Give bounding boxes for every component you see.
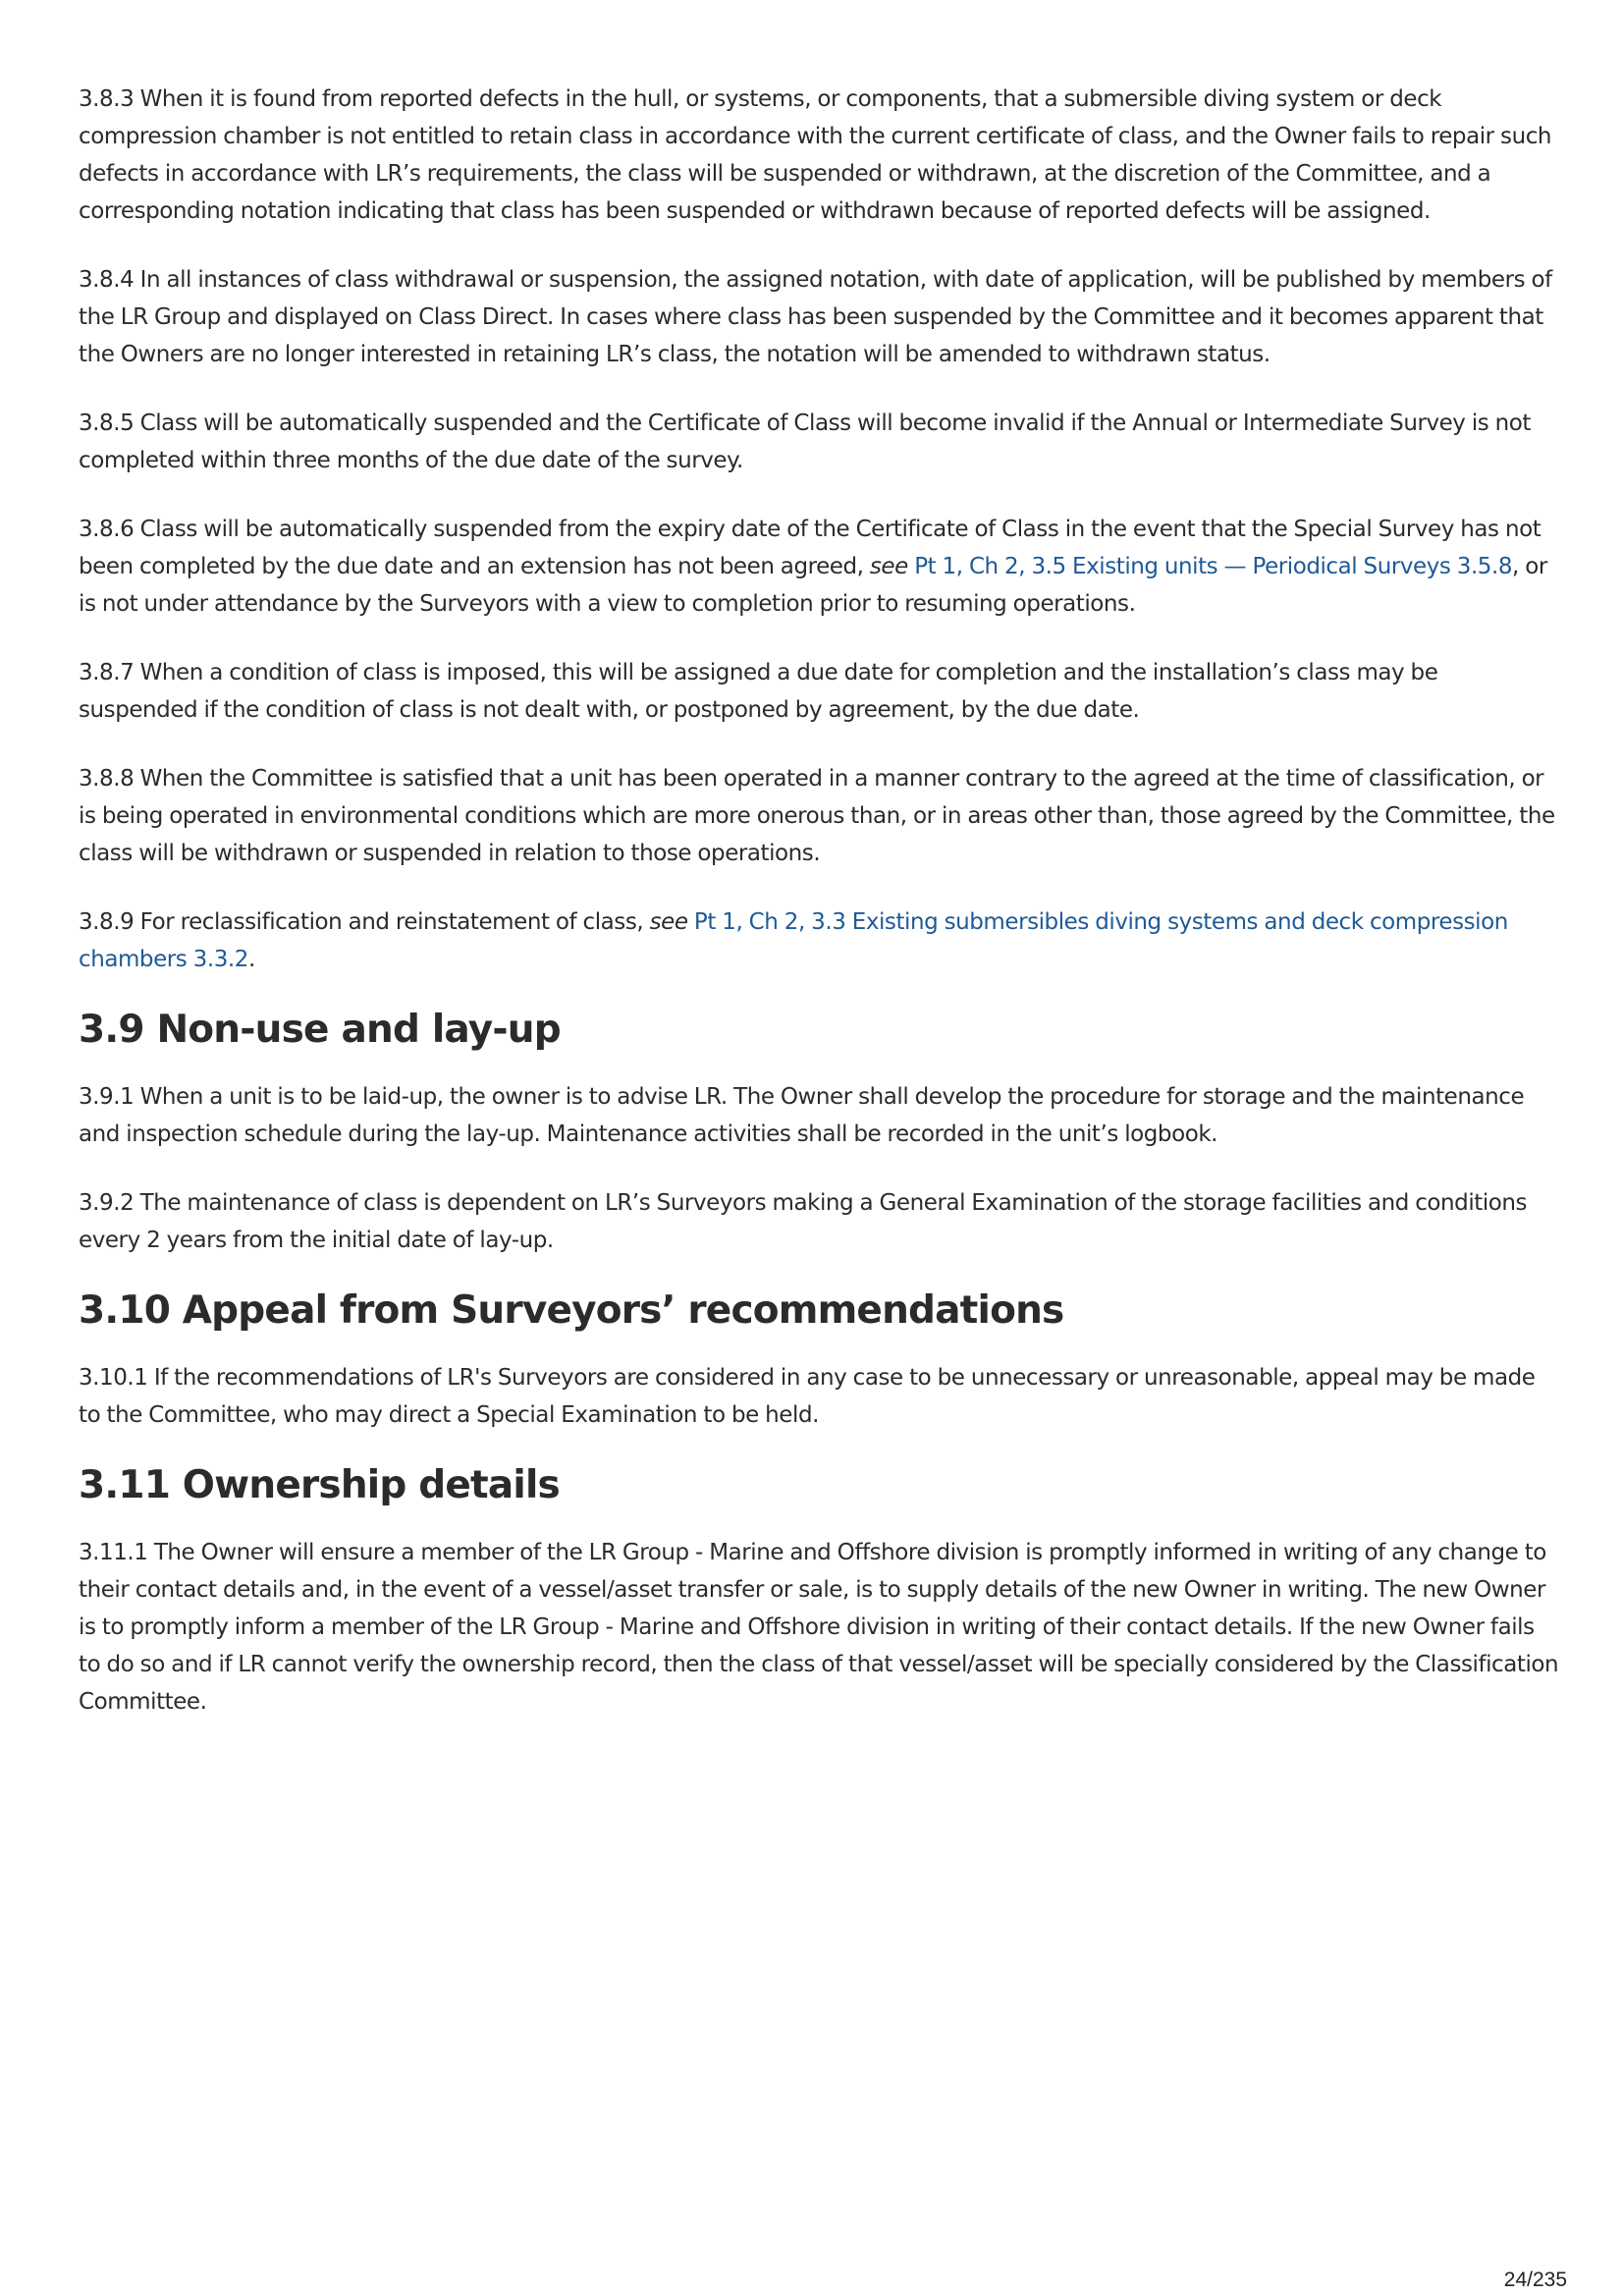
paragraph-3-8-5: 3.8.5 Class will be automatically suspended and the Certificate of Class will become invalid if the Annual or Intermediate Survey is not completed within three months of the due date of the survey. (79, 410, 1531, 473)
paragraph-3-10-1: 3.10.1 If the recommendations of LR's Surveyors are considered in any case to be unnecessary or unreasonable, appeal may be made to the Committee, who may direct a Special Examination to be held. (79, 1365, 1536, 1428)
paragraph-3-8-9 (79, 903, 1561, 978)
paragraph-3-8-7: 3.8.7 When a condition of class is imposed, this will be assigned a due date for completion and the installation’s class may be suspended if the condition of class is not dealt with, or postponed by agreement, by the due date. (79, 660, 1438, 723)
paragraph-3-8-6-text: 3.8.6 Class will be automatically suspended from the expiry date of the Certificate of Class in the event that the Special Survey has not been completed by the due date and an extension has not been agreed, (79, 517, 1541, 579)
paragraph-3-8-3: 3.8.3 When it is found from reported defects in the hull, or systems, or components, that a submersible diving system or deck compression chamber is not entitled to retain class in accordance with the current certificate of class, and the Owner fails to repair such defects in accordance with LR’s requirements, the class will be suspended or withdrawn, at the discretion of the Committee, and a corresponding notation indicating that class has been suspended or withdrawn because of reported defects will be assigned. (79, 86, 1552, 224)
section-heading-3-9: 3.9 Non-use and lay-up (79, 1008, 561, 1052)
paragraph-3-8-4: 3.8.4 In all instances of class withdrawal or suspension, the assigned notation, with date of application, will be published by members of the LR Group and displayed on Class Direct. In cases where class has been suspended by the Committee and it becomes apparent that the Owners are no longer interested in retaining LR’s class, the notation will be amended to withdrawn status. (79, 267, 1552, 367)
paragraph-3-9-1: 3.9.1 When a unit is to be laid-up, the owner is to advise LR. The Owner shall develop the procedure for storage and the maintenance and inspection schedule during the lay-up. Maintenance activities shall be recorded in the unit’s logbook. (79, 1084, 1525, 1147)
paragraph-3-8-8: 3.8.8 When the Committee is satisfied that a unit has been operated in a manner contrary to the agreed at the time of classification, or is being operated in environmental conditions which are more onerous than, or in areas other than, those agreed by the Committee, the class will be withdrawn or suspended in relation to those operations. (79, 766, 1555, 866)
paragraph-3-8-6 (79, 511, 1561, 623)
document-body (79, 81, 1561, 1752)
xref-link-3-5-8[interactable]: Pt 1, Ch 2, 3.5 Existing units — Periodical Surveys 3.5.8 (914, 554, 1513, 579)
paragraph-3-9-2: 3.9.2 The maintenance of class is dependent on LR’s Surveyors making a General Examination of the storage facilities and conditions every 2 years from the initial date of lay-up. (79, 1190, 1528, 1253)
paragraph-3-11-1: 3.11.1 The Owner will ensure a member of the LR Group - Marine and Offshore division is promptly informed in writing of any change to their contact details and, in the event of a vessel/asset transfer or sale, is to supply details of the new Owner in writing. The new Owner is to promptly inform a member of the LR Group - Marine and Offshore division in writing of their contact details. If the new Owner fails to do so and if LR cannot verify the ownership record, then the class of that vessel/asset will be specially considered by the Classification Committee. (79, 1540, 1559, 1715)
see-label: see (869, 554, 908, 579)
page-number: 24/235 (1503, 2269, 1567, 2291)
xref-link-3-3-2[interactable]: Pt 1, Ch 2, 3.3 Existing submersibles diving systems and deck compression chambers 3.3.2 (79, 909, 1508, 972)
see-label: see (649, 909, 688, 935)
paragraph-3-8-9-text-end: . (247, 947, 255, 972)
paragraph-3-8-6-text-end: , or is not under attendance by the Surveyors with a view to completion prior to resuming operations. (79, 554, 1547, 617)
section-heading-3-11: 3.11 Ownership details (79, 1463, 560, 1507)
section-heading-3-10: 3.10 Appeal from Surveyors’ recommendations (79, 1288, 1064, 1333)
paragraph-3-8-9-text: 3.8.9 For reclassification and reinstatement of class, (79, 909, 650, 935)
